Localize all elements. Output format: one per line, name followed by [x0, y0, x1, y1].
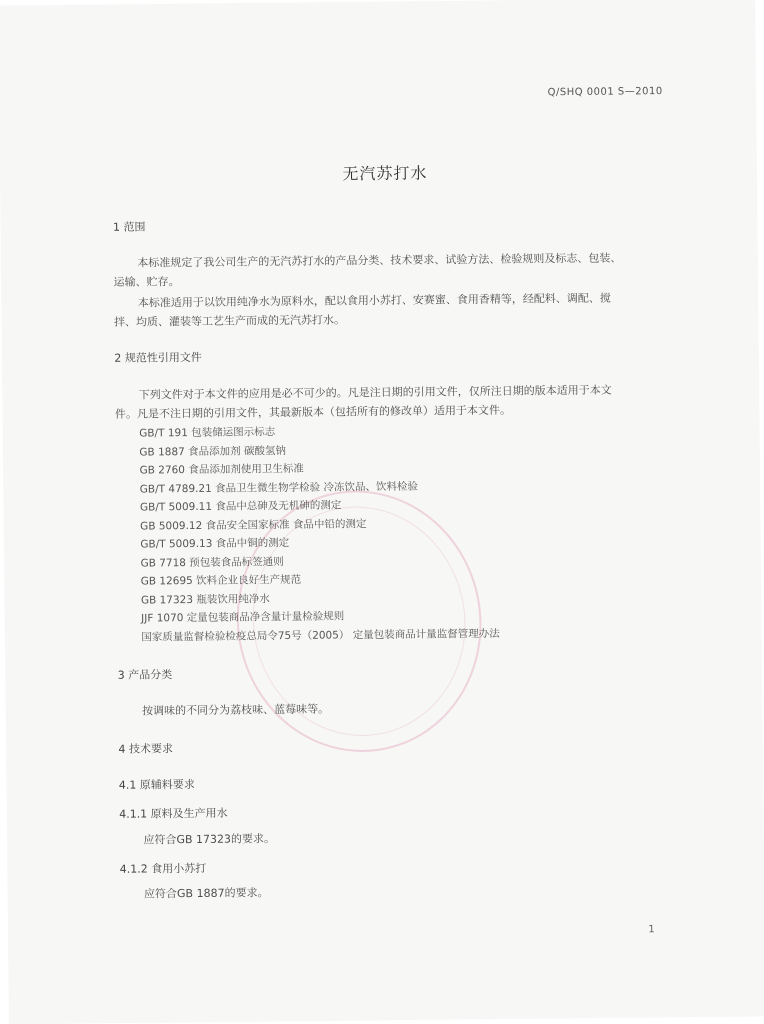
- section-4-heading: 4 技术要求: [118, 742, 174, 756]
- subsection-4-1-heading: 4.1 原辅料要求: [118, 777, 195, 792]
- section-1-heading: 1 范围: [112, 220, 146, 234]
- reference-item: GB 7718 预包装食品标签通则: [140, 556, 284, 570]
- reference-item: JJF 1070 定量包装商品净含量计量检验规则: [141, 610, 345, 625]
- section-2-paragraph-line-1: 下列文件对于本文件的应用是必不可少的。凡是注日期的引用文件，仅所注日期的版本适用于本文: [138, 383, 612, 402]
- document-number: Q/SHQ 0001 S—2010: [547, 86, 663, 99]
- reference-item: GB 12695 饮料企业良好生产规范: [140, 573, 302, 588]
- reference-item: GB 1887 食品添加剂 碳酸氢钠: [139, 445, 287, 459]
- section-3-heading: 3 产品分类: [117, 668, 173, 682]
- section-1-paragraph-1-line-1: 本标准规定了我公司生产的无汽苏打水的产品分类、技术要求、试验方法、检验规则及标志、包装、: [137, 251, 622, 270]
- reference-item: GB 17323 瓶装饮用纯净水: [140, 593, 270, 607]
- reference-item: GB 5009.12 食品安全国家标准 食品中铅的测定: [140, 518, 367, 533]
- subsection-4-1-2-heading: 4.1.2 食用小苏打: [119, 861, 207, 876]
- reference-item: GB/T 5009.13 食品中铜的测定: [140, 536, 290, 551]
- page-number: 1: [648, 924, 655, 936]
- subsection-4-1-1-text: 应符合GB 17323的要求。: [143, 832, 276, 847]
- section-2-paragraph-line-2: 件。凡是不注日期的引用文件，其最新版本（包括所有的修改单）适用于本文件。: [114, 403, 512, 421]
- section-1-paragraph-2-line-2: 拌、均质、灌装等工艺生产而成的无汽苏打水。: [113, 313, 346, 329]
- reference-item: GB 2760 食品添加剂使用卫生标准: [139, 462, 304, 477]
- subsection-4-1-1-heading: 4.1.1 原料及生产用水: [119, 806, 228, 821]
- section-1-paragraph-1-line-2: 运输、贮存。: [113, 275, 180, 289]
- section-2-heading: 2 规范性引用文件: [114, 350, 202, 365]
- section-1-paragraph-2-line-1: 本标准适用于以饮用纯净水为原料水，配以食用小苏打、安赛蜜、食用香精等，经配料、调配、搅: [137, 291, 611, 310]
- reference-item: GB/T 191 包装储运图示标志: [139, 426, 276, 440]
- reference-item: GB/T 4789.21 食品卫生微生物学检验 冷冻饮品、饮料检验: [139, 480, 419, 496]
- subsection-4-1-2-text: 应符合GB 1887的要求。: [143, 886, 269, 901]
- reference-item: 国家质量监督检验检疫总局令75号（2005） 定量包装商品计量监督管理办法: [141, 627, 500, 644]
- document-title: 无汽苏打水: [342, 163, 428, 184]
- reference-item: GB/T 5009.11 食品中总砷及无机砷的测定: [139, 499, 342, 514]
- section-3-paragraph: 按调味的不同分为荔枝味、蓝莓味等。: [142, 702, 330, 718]
